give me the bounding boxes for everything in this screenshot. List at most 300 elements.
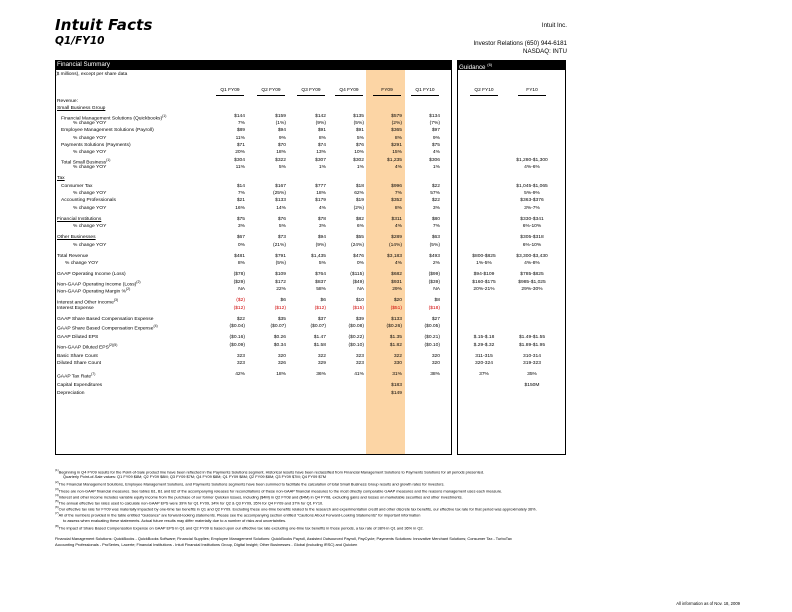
table-cell: 22% [276,287,286,293]
row-label [57,271,126,278]
row-label [73,135,106,142]
table-cell: $0.26 [273,335,286,341]
table-cell: 18% [276,372,286,378]
table-row [55,135,566,142]
row-label-text: % change YOY [73,191,107,196]
row-label-text: Consumer Tax [61,183,93,189]
table-row [55,197,566,204]
table-cell: 10% [354,150,364,156]
table-cell: $311 [391,216,402,222]
table-row [55,242,566,249]
table-cell: ($99) [428,272,440,278]
row-label-text: GAAP Share Based Compensation Expense [57,326,154,332]
footnote-marker: (3) [55,486,59,491]
table-cell: $37 [317,316,326,322]
table-cell: $94 [317,235,326,241]
table-cell: (2%) [391,121,402,127]
guidance-note: (6) [487,62,493,67]
table-cell: $837 [315,279,326,285]
table-cell: $144 [234,113,245,119]
table-cell: 7% [237,191,245,196]
table-cell: $579 [391,113,402,119]
table-cell: $63 [431,235,440,241]
table-row [55,113,566,120]
column-header-underline [373,95,401,96]
table-cell: $109 [275,272,286,278]
table-cell: $481 [234,253,245,259]
table-cell: 4% [394,224,402,230]
table-cell: (21%) [272,242,286,248]
footnote-text: The impact of Share Based Compensation Expense on GAAP EPS in Q1 and Q2 FY09 is based upon our effective tax rate excluding one-time tax benefits in those periods, a tax rate of 38% in Q1 and 36% in Q2. [58,525,424,531]
company-name: Intuit Inc. [541,22,567,29]
row-label-text: Accounting Professionals [61,198,116,204]
row-label-text: GAAP Operating Income (Loss) [57,272,126,278]
table-cell: 37% [479,372,489,378]
table-cell: $67 [236,235,245,241]
table-cell: 18% [276,150,286,156]
table-cell: $306 [429,157,440,163]
table-cell: ($0.07) [270,324,286,330]
table-cell: $1,235 [387,157,402,163]
table-row [55,360,566,367]
table-cell: 0% [237,242,245,248]
table-cell: NA [433,287,440,293]
column-header: Q4 FY09 [339,88,359,93]
table-cell: 42% [235,372,245,378]
table-row [55,253,566,260]
table-cell: 15% [392,150,402,156]
footnote-text: These are non-GAAP financial measures. See tables B1, B1 and B2 of the accompanying releases for reconciliations of these non-GAAP financial measures to the most directly comparable GAAP measures and the reasons management uses each measure. [58,487,503,493]
table-cell: 1% [318,165,326,171]
table-cell: 5%-9% [524,191,540,196]
table-cell: $133 [391,316,402,322]
table-cell: $322 [275,157,286,163]
table-cell: $304 [234,157,245,163]
table-cell: 326 [277,361,286,367]
footnote [63,474,326,479]
table-cell: $289 [391,235,402,241]
table-cell: 320 [431,361,440,367]
table-cell: NA [238,287,245,293]
table-cell: 0% [356,261,364,267]
column-header-underline [518,95,546,96]
table-cell: 3%-7% [524,205,540,211]
table-cell: $55 [355,235,364,241]
table-cell: $1.89-$1.95 [518,342,546,348]
row-label-text: Revenue: [57,99,78,104]
table-cell: $3,300-$3,430 [516,253,548,259]
table-cell: 1%-5% [476,261,492,267]
table-cell: $1.58 [313,342,326,348]
table-cell: 36% [316,372,326,378]
table-cell: 320 [277,353,286,359]
table-cell: ($0.08) [348,324,364,330]
table-cell: $682 [391,272,402,278]
table-cell: 8% [318,135,326,141]
table-cell: $8 [434,298,440,304]
table-cell: $291 [391,143,402,149]
table-cell: 38% [430,372,440,378]
table-cell: 20% [235,150,245,156]
table-row [55,223,566,230]
table-cell: (5%) [429,242,440,248]
row-label-text: Employee Management Solutions (Payroll) [61,128,154,134]
table-cell: ($51) [390,305,402,311]
table-cell: 35% [527,372,537,378]
table-cell: $75 [236,216,245,222]
table-cell: 7% [394,191,402,196]
investor-relations: Investor Relations (650) 944-6181 [473,40,567,47]
table-cell: 1% [432,165,440,171]
row-label-text: GAAP Diluted EPS [57,335,99,341]
row-label-text: Capital Expenditures [57,383,103,389]
table-cell: $27 [431,316,440,322]
row-label [57,98,78,105]
footnote-text: Interest and other income includes variable equity income from the purchase of our former Quicken issues, including ($4M) in Q2 FY08 and ($4M) in Q4 FY08, excluding gains and losses on marketable securities and other investments. [58,494,463,500]
table-cell: $791 [275,253,286,259]
table-cell: 320-324 [475,361,493,367]
column-header-underline [257,95,285,96]
row-label [73,223,106,230]
table-cell: 320 [431,353,440,359]
row-footnote-ref: (7) [91,372,96,377]
table-cell: ($2) [236,298,245,304]
financial-summary-header [55,60,452,69]
table-cell: $21 [236,198,245,204]
column-header: Q2 FY10 [474,88,494,93]
row-label [57,175,65,182]
table-cell: $35 [277,316,286,322]
footnote-marker: (2) [55,480,59,485]
table-cell: ($12) [314,305,326,311]
table-cell: ($0.05) [424,324,440,330]
row-label [57,305,94,312]
table-cell: $76 [355,143,364,149]
table-cell: 5% [356,135,364,141]
table-cell: 4% [318,205,326,211]
row-label [57,382,102,389]
table-cell: (9%) [315,242,326,248]
table-cell: 5% [278,165,286,171]
table-cell: $18 [355,183,364,189]
table-row [55,279,566,286]
row-label [61,142,131,149]
table-row [55,149,566,156]
row-label-text: % change YOY [73,205,107,211]
table-cell: 29% [392,287,402,293]
table-cell: $1.35 [389,335,402,341]
row-footnote-ref: (1) [106,157,111,162]
table-cell: 13% [316,150,326,156]
table-row [55,105,566,112]
table-cell: 6%-10% [522,224,542,230]
table-cell: $160-$175 [472,279,496,285]
table-cell: (9%) [315,121,326,127]
column-header-underline [335,95,363,96]
table-cell: $1,435 [311,253,326,259]
table-row [55,164,566,171]
table-cell: $305-$318 [520,235,544,241]
row-label [61,197,116,204]
table-cell: 8% [237,261,245,267]
column-header-underline [297,95,325,96]
table-cell: $133 [275,198,286,204]
table-cell: 323 [236,353,245,359]
table-row [55,323,566,330]
row-label [57,371,95,381]
units-note: ($ millions), except per share data [55,72,128,77]
row-label [57,253,88,260]
guidance-header [457,60,566,72]
row-label-text: % change YOY [73,135,107,141]
table-cell: ($78) [233,272,245,278]
table-cell: ($15) [352,305,364,311]
table-row [55,190,566,197]
table-cell: (25%) [272,191,286,196]
footnote-text: Beginning in Q4 FY09 results for the Point-of-Sale product line have been reflected in the Payments Solutions segment. Historical results have been reclassified from Financial Management Solutions to Payments Solutions for all periods presented. [58,469,485,475]
table-cell: $1.82 [389,342,402,348]
row-label-text: % change YOY [73,242,107,248]
table-cell: 323 [236,361,245,367]
ticker: NASDAQ: INTU [522,48,567,55]
table-cell: $777 [315,183,326,189]
row-label-text: Interest and Other Income [57,300,114,306]
table-cell: 319-323 [523,361,541,367]
table-cell: 8% [394,205,402,211]
row-label-text: Interest Expense [57,305,94,311]
table-cell: 7% [237,121,245,127]
row-label [73,164,106,171]
table-cell: $493 [429,253,440,259]
table-cell: $167 [275,183,286,189]
row-label-text: GAAP Share Based Compensation Expense [57,316,154,322]
table-cell: 322 [317,353,326,359]
table-row [55,175,566,182]
table-cell: ($0.26) [386,324,402,330]
footnote [55,524,424,530]
row-footnote-ref: (1) [162,113,167,118]
table-cell: 4% [432,150,440,156]
table-cell: $365 [391,128,402,134]
table-cell: 4% [394,261,402,267]
table-cell: $135 [353,113,364,119]
table-cell: $931 [391,279,402,285]
table-cell: $70 [277,143,286,149]
table-row [55,390,566,397]
row-label-text: GAAP Tax Rate [57,374,92,380]
table-cell: ($0.10) [424,342,440,348]
table-cell: $172 [275,279,286,285]
table-cell: 310-314 [523,353,541,359]
table-cell: $307 [315,157,326,163]
table-cell: 330 [393,361,402,367]
table-cell: (5%) [275,261,286,267]
table-cell: $22 [431,198,440,204]
period-title: Q1/FY10 [55,35,105,47]
as-of-date: All information as of Nov. 18, 2009 [676,601,740,606]
table-cell: 322 [393,353,402,359]
table-cell: $89 [236,128,245,134]
table-cell: $1.49-$1.55 [518,335,546,341]
table-cell: $94-$109 [473,272,495,278]
table-cell: (1%) [275,121,286,127]
table-cell: 7% [432,224,440,230]
table-row [55,305,566,312]
table-cell: 4%-8% [524,261,540,267]
table-cell: $74 [317,143,326,149]
table-cell: 4%-6% [524,165,540,171]
table-cell: 58% [316,287,326,293]
table-cell: $73 [277,235,286,241]
row-label [57,353,98,360]
table-cell: 57% [430,191,440,196]
row-footnote-ref: (2)(5) [108,342,118,347]
table-cell: $159 [275,113,286,119]
table-cell: 29%-30% [521,287,543,293]
table-cell: $22 [236,316,245,322]
column-header-underline [411,95,439,96]
table-row [55,271,566,278]
table-row [55,334,566,341]
table-cell: 14% [276,205,286,211]
table-cell: 20%-21% [473,287,495,293]
table-cell: 16% [235,205,245,211]
table-cell: $764 [315,272,326,278]
row-label-text: Depreciation [57,390,85,396]
row-label-text: Non-GAAP Diluted EPS [57,345,109,351]
table-cell: ($49) [352,279,364,285]
row-label-text: % change YOY [73,224,107,230]
table-row [55,98,566,105]
footnote-text: The annual effective tax rates used to calculate non-GAAP EPS were 39% for Q1 FY09, 34% for Q2 & Q3 FY09, 35% for Q4 FY09 and 37% for Q1 FY10. [58,500,324,506]
column-header: FY09 [381,88,393,93]
row-footnote-ref: (2) [125,287,131,292]
table-cell: $97 [431,128,440,134]
financial-summary-label: Financial Summary [57,61,110,68]
row-label [57,334,98,341]
table-cell: 3% [432,205,440,211]
table-cell: ($12) [274,305,286,311]
table-cell: 31% [392,372,402,378]
footnote-marker: (8) [55,523,59,528]
table-cell: $6 [280,298,286,304]
footnote-marker: (7) [55,511,59,516]
table-cell: (7%) [429,121,440,127]
table-cell: $80 [431,216,440,222]
table-cell: 62% [354,191,364,196]
table-cell: ($0.07) [310,324,326,330]
footnote-text: All of the numbers provided in the table entitled "Guidance" are forward-looking statements. Please see the accompanying section entitled "Cautions About Forward-Looking Statements" for important information [58,512,421,518]
table-cell: $10 [355,298,364,304]
row-footnote-ref: (4) [153,324,158,329]
table-cell: $476 [353,253,364,259]
table-row [55,127,566,134]
table-cell: ($0.04) [229,324,245,330]
footnote [63,518,286,523]
table-cell: 18% [316,191,326,196]
table-cell: 5% [318,261,326,267]
table-cell: $76 [277,216,286,222]
table-row [55,342,566,349]
table-cell: 11% [235,165,245,171]
table-cell: $71 [236,143,245,149]
footnote-marker: (5) [55,499,59,503]
table-cell: $142 [315,113,326,119]
row-label-text: % change YOY [73,121,107,127]
table-cell: $134 [429,113,440,119]
footnote-text: Quarterly Point-of-Sale values: Q1 FY09 $8M; Q2 FY09 $8M; Q3 FY09 $7M; Q4 FY09 $8M; Q1 FY09 $8M; Q2 FY09 $8M; Q3 FY09 $7M; Q4 FY09 $7M [63,474,326,480]
table-cell: ($0.21) [424,335,440,341]
table-cell: 329 [317,361,326,367]
column-header: Q1 FY10 [415,88,435,93]
table-cell: (14%) [388,242,402,248]
segments-note: Financial Management Solutions: QuickBooks - QuickBooks Software; Financial Supplies; Employee Management Solutions: QuickBooks Payroll, Assisted Outsourced Payroll, PayCycle; Payments Solutions: Innovative Merchant Solutions; Consumer Tax - TurboTax [55,536,512,541]
table-cell: $800-$825 [472,253,496,259]
table-cell: ($12) [233,305,245,311]
row-label [57,286,130,296]
table-cell: $3,183 [387,253,402,259]
row-label-text: % change YOY [65,261,99,267]
row-label [57,342,117,352]
table-cell: ($0.09) [229,342,245,348]
table-cell: 3% [318,224,326,230]
row-label [65,260,98,267]
table-cell: 3% [237,224,245,230]
table-cell: $14 [236,183,245,189]
row-label-text: Basic Share Count [57,353,98,359]
table-cell: $785-$825 [520,272,544,278]
table-cell: $82 [355,216,364,222]
table-cell: ($0.16) [229,335,245,341]
table-cell: $91 [355,128,364,134]
table-row [55,120,566,127]
table-cell: 9% [432,135,440,141]
table-cell: $19 [355,198,364,204]
table-cell: $22 [431,183,440,189]
table-row [55,297,566,304]
table-row [55,142,566,149]
table-cell: 311-315 [475,353,493,359]
table-cell: $6 [320,298,326,304]
table-cell: NA [357,287,364,293]
table-cell: $352 [391,198,402,204]
row-label-text: Other Businesses [57,235,96,241]
table-cell: $75 [431,143,440,149]
table-cell: ($18) [428,305,440,311]
guidance-label: Guidance [459,64,486,72]
row-label [73,190,106,197]
row-footnote-ref: (3) [113,298,119,303]
table-row [55,353,566,360]
table-cell: $1.47 [313,335,326,341]
table-cell: 2% [432,261,440,267]
row-label [57,316,153,323]
table-cell: $363-$376 [520,198,544,204]
table-cell: 4% [394,165,402,171]
table-cell: ($29) [233,279,245,285]
footnote-text: to assess when evaluating these statements. Actual future results may differ materially due to a number of risks and uncertainties. [63,517,287,523]
table-cell: 9% [278,135,286,141]
table-row [55,316,566,323]
table-row [55,234,566,241]
table-cell: $0.34 [273,342,286,348]
row-label-text: Financial Institutions [57,216,102,222]
row-label [61,127,154,134]
table-cell: 6%-10% [522,242,542,248]
row-label [61,183,92,190]
row-label-text: % change YOY [73,165,107,171]
row-label [57,216,101,223]
